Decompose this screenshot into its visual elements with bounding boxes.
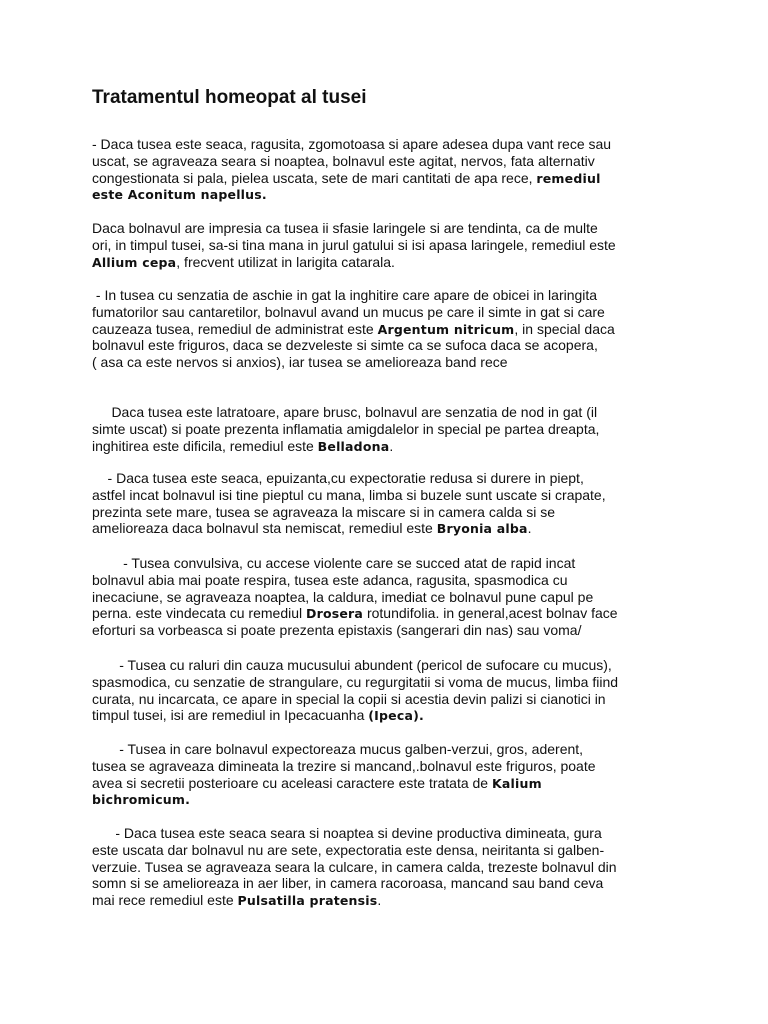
- remedy-name: este Aconitum napellus.: [92, 187, 267, 203]
- text-line: [92, 136, 692, 153]
- text-segment: - In tusea cu senzatia de aschie in gat la inghitire care apare de obicei in laringita: [92, 287, 598, 303]
- text-segment: .: [527, 520, 532, 537]
- text-segment: - Tusea convulsiva, cu accese violente care se succed atat de rapid incat: [92, 555, 576, 571]
- text-line: [92, 741, 692, 758]
- text-line: [92, 337, 692, 354]
- text-segment: cauzeaza tusea, remediul de administrat este: [92, 320, 378, 337]
- text-segment: prezinta sete mare, tusea se agraveaza la miscare si in camera calda si se: [92, 503, 555, 520]
- text-segment: spasmodica, cu senzatie de strangulare, cu regurgitatii si voma de mucus, limba fiind: [92, 673, 619, 690]
- text-segment: - Daca tusea este seaca, epuizanta,cu expectoratie redusa si durere in piept,: [92, 470, 584, 486]
- text-line: [92, 470, 692, 487]
- text-segment: ( asa ca este nervos si anxios), iar tusea se amelioreaza band rece: [92, 354, 508, 371]
- paragraph: [92, 825, 692, 909]
- text-line: [92, 674, 692, 691]
- text-segment: inghitirea este dificila, remediul este: [92, 437, 318, 454]
- remedy-name: bichromicum.: [92, 792, 191, 808]
- text-segment: , frecvent utilizat in larigita catarala.: [176, 253, 395, 270]
- text-line: [92, 775, 692, 792]
- text-line: [92, 622, 692, 639]
- text-segment: , in special daca: [514, 320, 615, 337]
- text-segment: .: [389, 437, 394, 454]
- text-line: [92, 153, 692, 170]
- text-segment: - Tusea in care bolnavul expectoreaza mucus galben-verzui, gros, aderent,: [92, 741, 584, 757]
- text-segment: simte uscat) si poate prezenta inflamatia amigdalelor in special pe partea dreapta,: [92, 420, 600, 437]
- paragraph: [92, 220, 692, 270]
- text-line: [92, 487, 692, 504]
- text-line: [92, 707, 692, 724]
- text-segment: bolnavul abia mai poate respira, tusea este adanca, ragusita, spasmodica cu: [92, 571, 568, 588]
- text-line: [92, 321, 692, 338]
- text-line: [92, 170, 692, 187]
- text-line: [92, 304, 692, 321]
- remedy-name: Bryonia alba: [436, 521, 528, 537]
- text-line: [92, 791, 692, 808]
- paragraph: [92, 741, 692, 808]
- paragraph: [92, 555, 692, 639]
- text-line: [92, 842, 692, 859]
- paragraph: [92, 404, 692, 454]
- text-segment: curata, nu incarcata, ce apare in special la copii si acestia devin palizi si cianotici in: [92, 690, 606, 707]
- remedy-name: remediul: [536, 170, 601, 186]
- remedy-name: (Ipeca).: [368, 708, 424, 724]
- text-line: [92, 859, 692, 876]
- text-line: [92, 404, 692, 421]
- text-line: [92, 605, 692, 622]
- text-segment: ori, in timpul tusei, sa-si tina mana in jurul gatului si isi apasa laringele, remediul este: [92, 236, 616, 253]
- text-segment: Daca bolnavul are impresia ca tusea ii sfasie laringele si are tendinta, ca de multe: [92, 220, 598, 236]
- text-line: [92, 825, 692, 842]
- text-segment: timpul tusei, isi are remediul in Ipecacuanha: [92, 707, 369, 724]
- text-line: [92, 875, 692, 892]
- text-segment: este uscata dar bolnavul nu are sete, expectoratia este densa, neiritanta si galben-: [92, 841, 605, 858]
- text-line: [92, 892, 692, 909]
- text-line: [92, 421, 692, 438]
- text-segment: inecaciune, se agraveaza noaptea, la caldura, imediat ce bolnavul pune capul pe: [92, 588, 594, 605]
- text-segment: fumatorilor sau cantaretilor, bolnavul avand un mucus pe care il simte in gat si care: [92, 303, 605, 320]
- text-line: [92, 438, 692, 455]
- text-segment: Daca tusea este latratoare, apare brusc, bolnavul are senzatia de nod in gat (il: [92, 404, 598, 420]
- remedy-name: Argentum nitricum: [377, 321, 515, 337]
- paragraph: [92, 657, 692, 724]
- text-line: [92, 504, 692, 521]
- text-line: [92, 657, 692, 674]
- text-line: [92, 520, 692, 537]
- text-segment: uscat, se agraveaza seara si noaptea, bolnavul este agitat, nervos, fata alternativ: [92, 152, 595, 169]
- text-line: [92, 287, 692, 304]
- remedy-name: Pulsatilla pratensis: [237, 893, 378, 909]
- text-line: [92, 254, 692, 271]
- text-segment: eforturi sa vorbeasca si poate prezenta epistaxis (sangerari din nas) sau voma/: [92, 622, 582, 639]
- text-segment: perna. este vindecata cu remediul: [92, 605, 307, 622]
- text-segment: congestionata si pala, pielea uscata, sete de mari cantitati de apa rece,: [92, 169, 537, 186]
- text-segment: somn si se amelioreaza in aer liber, in camera racoroasa, mancand sau band ceva: [92, 875, 604, 892]
- text-segment: .: [377, 892, 382, 909]
- text-segment: mai rece remediul este: [92, 892, 238, 909]
- paragraph: [92, 287, 692, 371]
- text-line: [92, 589, 692, 606]
- text-segment: - Tusea cu raluri din cauza mucusului abundent (pericol de sufocare cu mucus),: [92, 657, 612, 673]
- remedy-name: Belladona: [317, 438, 390, 454]
- text-segment: astfel incat bolnavul isi tine pieptul cu mana, limba si buzele sunt uscate si crapate,: [92, 486, 606, 503]
- remedy-name: Allium cepa: [92, 254, 177, 270]
- document-title: Tratamentul homeopat al tusei: [92, 87, 367, 108]
- remedy-name: Drosera: [306, 606, 364, 622]
- text-line: [92, 691, 692, 708]
- text-line: [92, 220, 692, 237]
- paragraph: [92, 136, 692, 203]
- text-segment: tusea se agraveaza dimineata la trezire si mancand,.bolnavul este friguros, poate: [92, 757, 596, 774]
- text-segment: verzuie. Tusea se agraveaza seara la culcare, in camera calda, trezeste bolnavul din: [92, 858, 617, 875]
- text-segment: avea si secretii posterioare cu aceleasi caractere este tratata de: [92, 774, 492, 791]
- text-line: [92, 758, 692, 775]
- text-segment: bolnavul este friguros, daca se dezveleste si simte ca se sufoca daca se acopera,: [92, 337, 598, 354]
- text-segment: amelioreaza daca bolnavul sta nemiscat, remediul este: [92, 520, 437, 537]
- text-line: [92, 186, 692, 203]
- text-line: [92, 237, 692, 254]
- paragraph: [92, 470, 692, 537]
- text-segment: - Daca tusea este seaca seara si noaptea si devine productiva dimineata, gura: [92, 825, 602, 841]
- text-line: [92, 555, 692, 572]
- text-line: [92, 354, 692, 371]
- remedy-name: Kalium: [491, 775, 542, 791]
- text-line: [92, 572, 692, 589]
- text-segment: rotundifolia. in general,acest bolnav face: [363, 605, 618, 622]
- text-segment: - Daca tusea este seaca, ragusita, zgomotoasa si apare adesea dupa vant rece sau: [92, 136, 612, 152]
